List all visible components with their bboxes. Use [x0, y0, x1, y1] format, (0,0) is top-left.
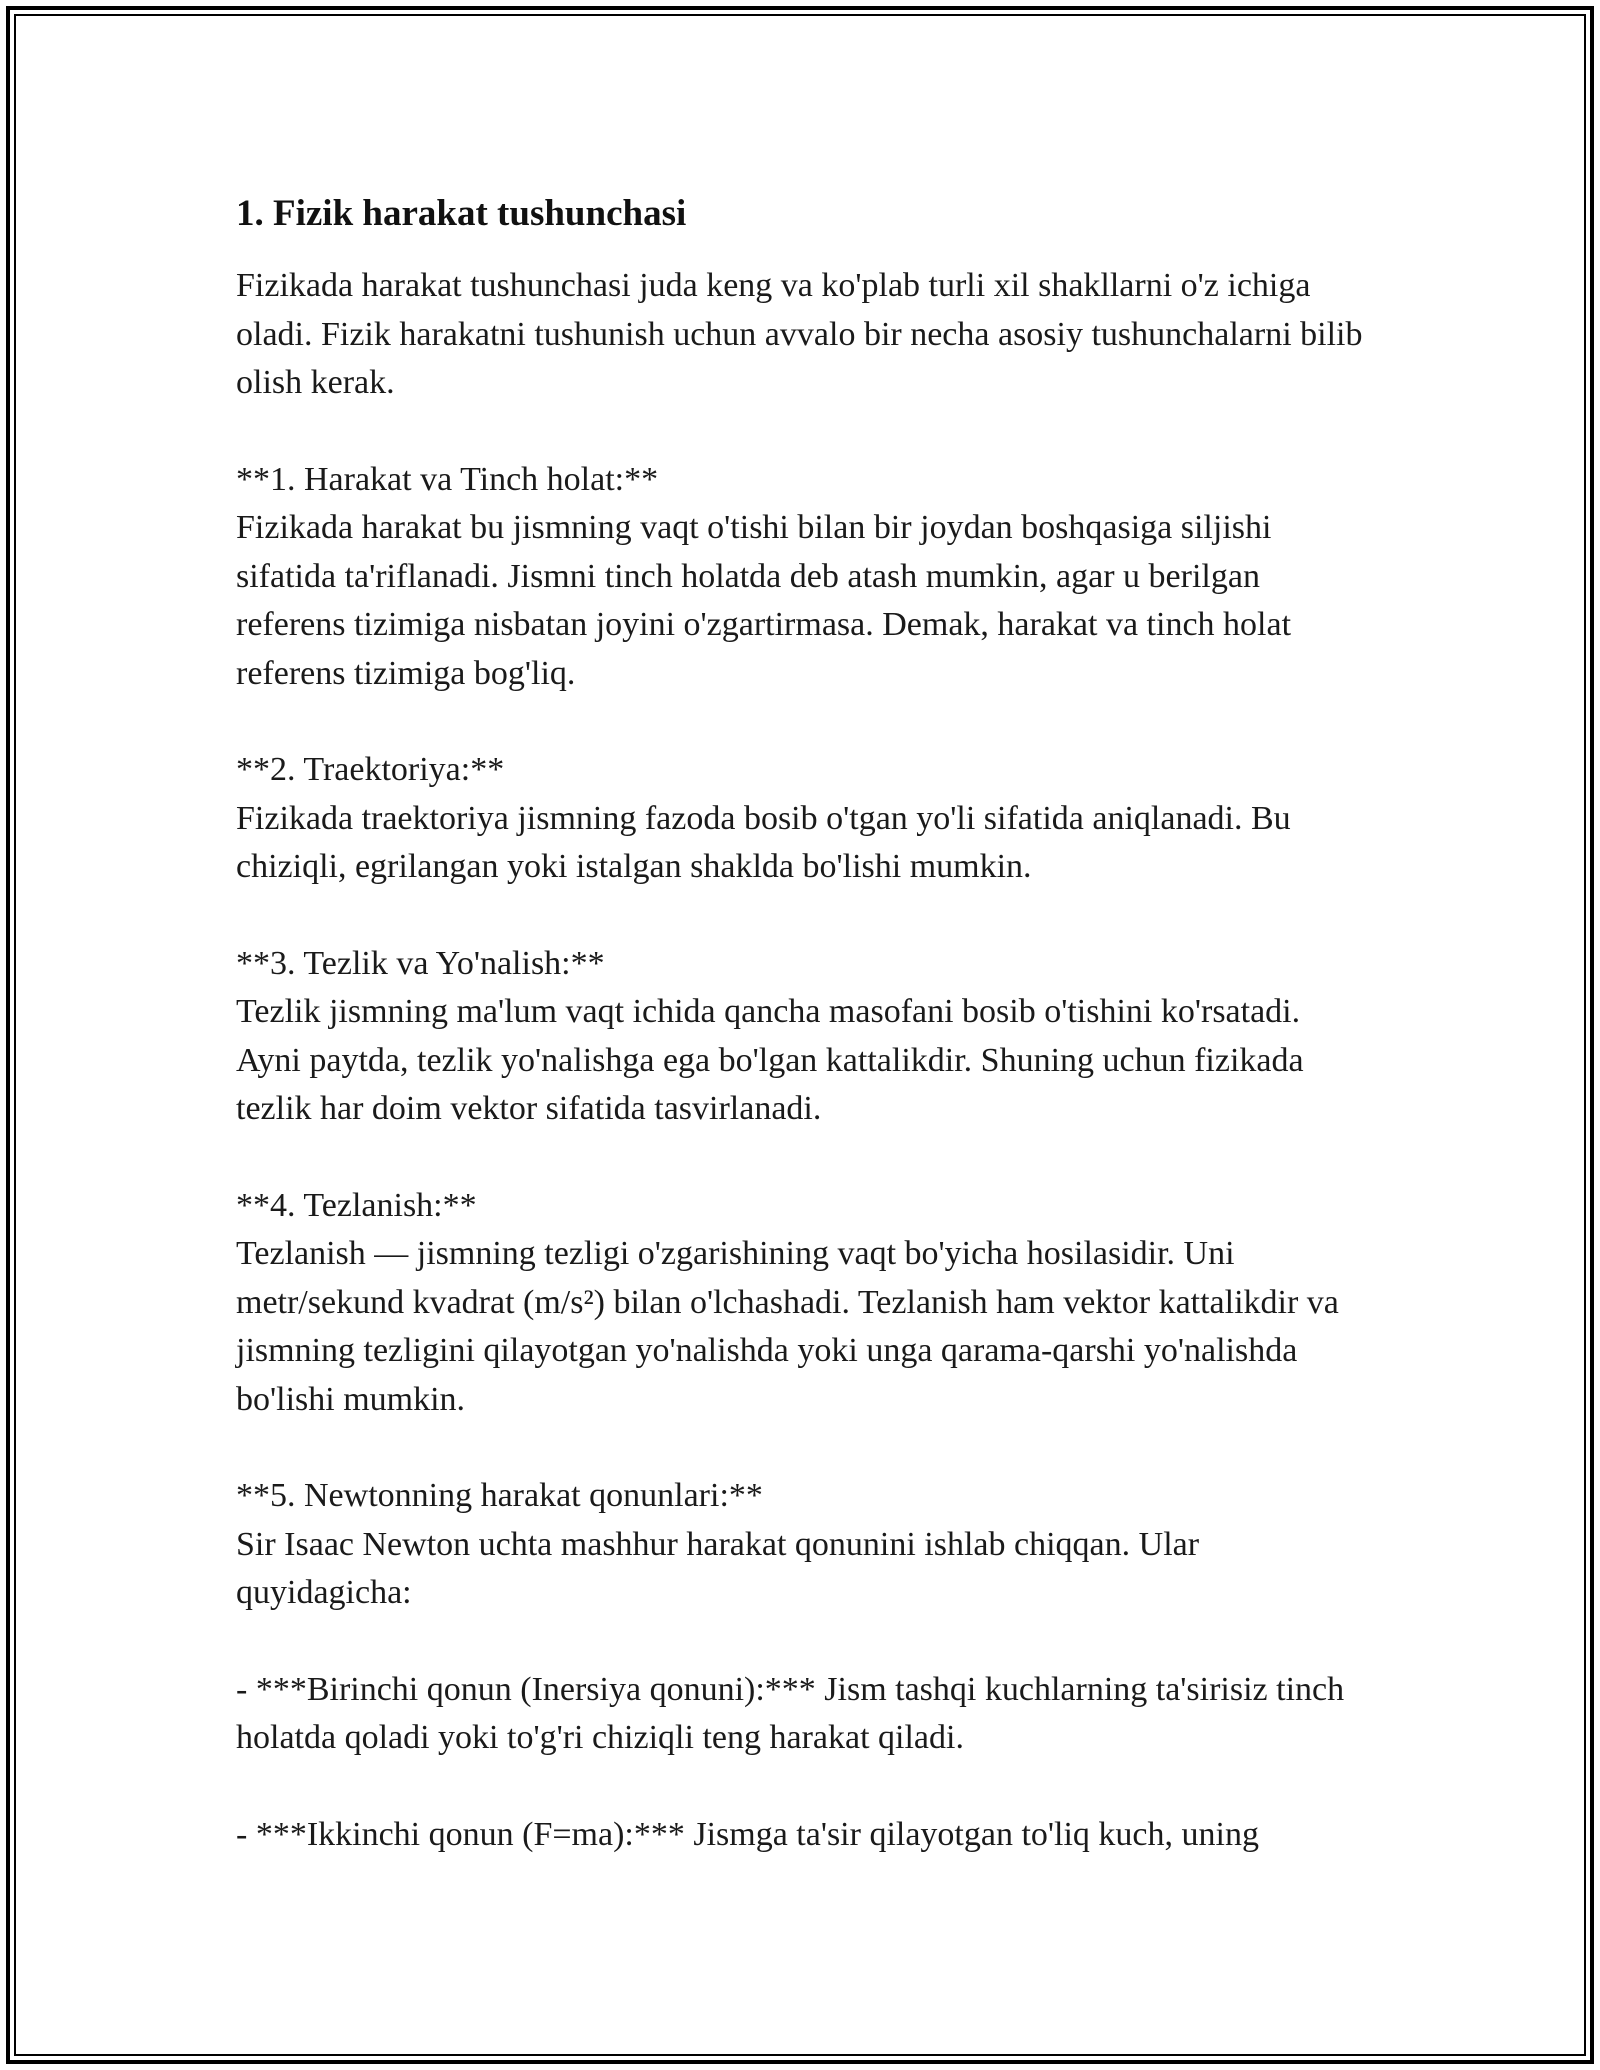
section-heading: **2. Traektoriya:**	[236, 751, 505, 788]
section-heading: **5. Newtonning harakat qonunlari:**	[236, 1477, 763, 1514]
section-tezlanish	[236, 1182, 1366, 1425]
document-title: 1. Fizik harakat tushunchasi	[236, 193, 687, 234]
law-list-item-1	[236, 1666, 1366, 1763]
intro-block	[236, 262, 1366, 408]
section-traektoriya	[236, 746, 1366, 892]
law-list-item-2	[236, 1811, 1366, 1860]
section-newton	[236, 1472, 1366, 1618]
section-body: Fizikada traektoriya jismning fazoda bosib o'tgan yo'li sifatida aniqlanadi. Bu chiziqli, egrilangan yoki istalgan shaklda bo'lishi mumkin.	[236, 799, 1291, 885]
list-item: - ***Ikkinchi qonun (F=ma):*** Jismga ta'sir qilayotgan to'liq kuch, uning	[236, 1815, 1259, 1853]
list-item: - ***Birinchi qonun (Inersiya qonuni):*** Jism tashqi kuchlarning ta'sirisiz tinch holatda qoladi yoki to'g'ri chiziqli teng harakat qiladi.	[236, 1670, 1345, 1756]
section-body: Fizikada harakat bu jismning vaqt o'tishi bilan bir joydan boshqasiga siljishi sifatida ta'riflanadi. Jismni tinch holatda deb atash mumkin, agar u berilgan referens tizimiga nisbatan joyini o'zgartirmasa. Demak, harakat va tinch holat referens tizimiga bog'liq.	[236, 509, 1292, 692]
intro-paragraph: Fizikada harakat tushunchasi juda keng va ko'plab turli xil shakllarni o'z ichiga oladi. Fizik harakatni tushunish uchun avvalo bir necha asosiy tushunchalarni bilib olish kerak.	[236, 267, 1363, 401]
section-heading: **1. Harakat va Tinch holat:**	[236, 460, 659, 498]
section-body: Sir Isaac Newton uchta mashhur harakat qonunini ishlab chiqqan. Ular quyidagicha:	[236, 1525, 1200, 1611]
section-harakat-tinch	[236, 456, 1366, 699]
section-tezlik	[236, 940, 1366, 1134]
section-heading: **4. Tezlanish:**	[236, 1186, 477, 1224]
section-heading: **3. Tezlik va Yo'nalish:**	[236, 944, 605, 982]
section-body: Tezlik jismning ma'lum vaqt ichida qancha masofani bosib o'tishini ko'rsatadi. Ayni paytda, tezlik yo'nalishga ega bo'lgan kattalikdir. Shuning uchun fizikada tezlik har doim vektor sifatida tasvirlanadi.	[236, 993, 1304, 1127]
document-body	[236, 186, 1366, 1907]
section-body: Tezlanish — jismning tezligi o'zgarishining vaqt bo'yicha hosilasidir. Uni metr/sekund kvadrat (m/s²) bilan o'lchashadi. Tezlanish ham vektor kattalikdir va jismning tezligini qilayotgan yo'nalishda yoki unga qarama-qarshi yo'nalishda bo'lishi mumkin.	[236, 1235, 1339, 1418]
